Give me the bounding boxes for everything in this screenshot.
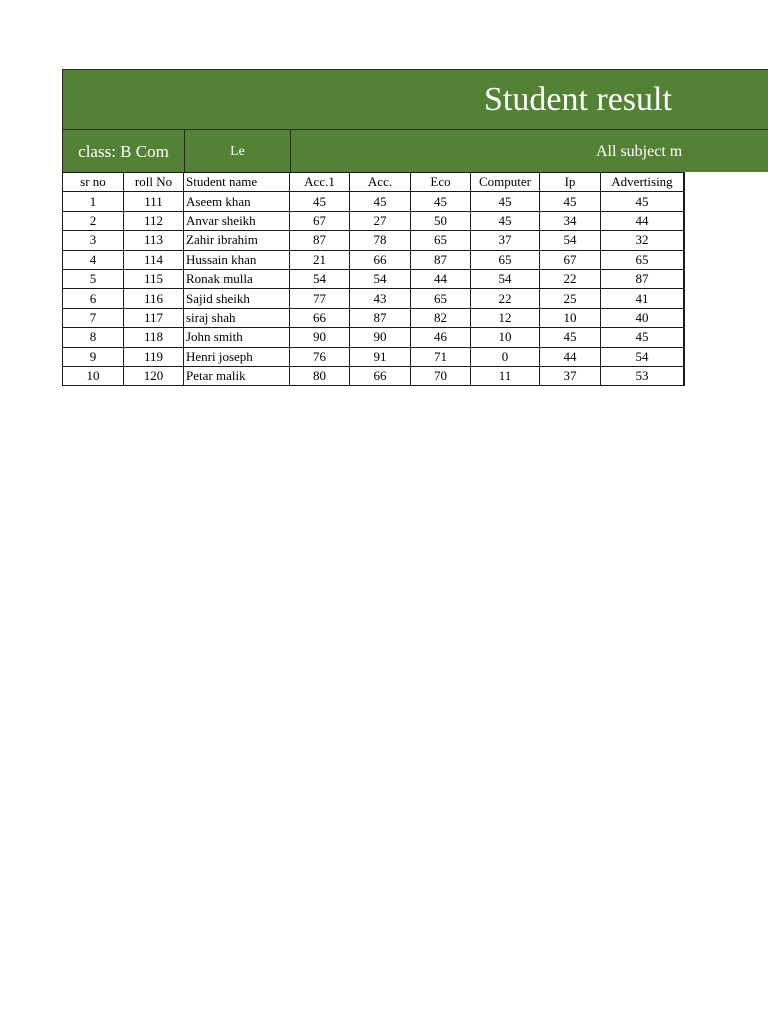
col-header-ip: Ip	[540, 173, 601, 192]
cell-sr-no: 9	[63, 347, 124, 366]
table-row	[63, 289, 685, 308]
class-label: class: B Com	[63, 130, 185, 173]
table-row	[63, 308, 685, 327]
cell-blank	[684, 347, 685, 366]
cell-acc1: 90	[290, 328, 350, 347]
cell-student-name: Henri joseph	[184, 347, 290, 366]
cell-acc: 90	[350, 328, 411, 347]
cell-blank	[684, 289, 685, 308]
cell-roll-no: 112	[124, 211, 184, 230]
cell-acc: 66	[350, 250, 411, 269]
cell-ip: 25	[540, 289, 601, 308]
cell-blank	[684, 211, 685, 230]
table-body	[63, 192, 685, 386]
cell-sr-no: 7	[63, 308, 124, 327]
col-header-computer: Computer	[471, 173, 540, 192]
table-row	[63, 250, 685, 269]
cell-ip: 45	[540, 192, 601, 211]
cell-computer: 65	[471, 250, 540, 269]
col-header-sr-no: sr no	[63, 173, 124, 192]
cell-blank	[684, 366, 685, 385]
cell-acc: 45	[350, 192, 411, 211]
cell-student-name: Hussain khan	[184, 250, 290, 269]
cell-student-name: John smith	[184, 328, 290, 347]
cell-ip: 10	[540, 308, 601, 327]
cell-sr-no: 10	[63, 366, 124, 385]
cell-blank	[684, 192, 685, 211]
result-sheet	[62, 69, 768, 389]
cell-sr-no: 2	[63, 211, 124, 230]
cell-roll-no: 114	[124, 250, 184, 269]
cell-sr-no: 1	[63, 192, 124, 211]
cell-advertising: 53	[601, 366, 684, 385]
cell-ip: 37	[540, 366, 601, 385]
cell-acc: 54	[350, 269, 411, 288]
table-header-row	[63, 173, 685, 192]
cell-acc1: 66	[290, 308, 350, 327]
cell-advertising: 45	[601, 192, 684, 211]
subheader-row	[62, 129, 768, 172]
cell-eco: 50	[411, 211, 471, 230]
cell-ip: 22	[540, 269, 601, 288]
cell-advertising: 32	[601, 231, 684, 250]
cell-computer: 45	[471, 211, 540, 230]
cell-eco: 44	[411, 269, 471, 288]
cell-computer: 45	[471, 192, 540, 211]
cell-student-name: Ronak mulla	[184, 269, 290, 288]
cell-eco: 70	[411, 366, 471, 385]
cell-blank	[684, 231, 685, 250]
cell-acc: 66	[350, 366, 411, 385]
cell-student-name: Sajid sheikh	[184, 289, 290, 308]
col-header-advertising: Advertising	[601, 173, 684, 192]
cell-advertising: 44	[601, 211, 684, 230]
cell-advertising: 41	[601, 289, 684, 308]
table-row	[63, 192, 685, 211]
cell-sr-no: 4	[63, 250, 124, 269]
cell-student-name: siraj shah	[184, 308, 290, 327]
cell-blank	[684, 308, 685, 327]
cell-ip: 54	[540, 231, 601, 250]
cell-roll-no: 119	[124, 347, 184, 366]
cell-advertising: 65	[601, 250, 684, 269]
cell-computer: 10	[471, 328, 540, 347]
col-header-roll-no: roll No	[124, 173, 184, 192]
cell-computer: 12	[471, 308, 540, 327]
cell-advertising: 87	[601, 269, 684, 288]
cell-acc: 78	[350, 231, 411, 250]
table-row	[63, 231, 685, 250]
le-label: Le	[185, 130, 291, 173]
cell-blank	[684, 328, 685, 347]
cell-eco: 65	[411, 231, 471, 250]
cell-computer: 22	[471, 289, 540, 308]
cell-acc: 43	[350, 289, 411, 308]
table-row	[63, 328, 685, 347]
table-row	[63, 269, 685, 288]
cell-eco: 45	[411, 192, 471, 211]
cell-roll-no: 120	[124, 366, 184, 385]
cell-ip: 67	[540, 250, 601, 269]
col-header-eco: Eco	[411, 173, 471, 192]
cell-blank	[684, 269, 685, 288]
cell-acc1: 45	[290, 192, 350, 211]
cell-sr-no: 6	[63, 289, 124, 308]
cell-student-name: Zahir ibrahim	[184, 231, 290, 250]
cell-acc: 87	[350, 308, 411, 327]
cell-acc: 91	[350, 347, 411, 366]
cell-eco: 65	[411, 289, 471, 308]
cell-computer: 11	[471, 366, 540, 385]
cell-blank	[684, 250, 685, 269]
cell-computer: 37	[471, 231, 540, 250]
cell-roll-no: 118	[124, 328, 184, 347]
cell-acc: 27	[350, 211, 411, 230]
cell-advertising: 45	[601, 328, 684, 347]
cell-student-name: Aseem khan	[184, 192, 290, 211]
cell-computer: 54	[471, 269, 540, 288]
title-row	[62, 69, 768, 129]
cell-acc1: 54	[290, 269, 350, 288]
cell-roll-no: 116	[124, 289, 184, 308]
sheet-title: Student result	[484, 81, 672, 118]
col-header-student-name: Student name	[184, 173, 290, 192]
all-subject-label: All subject m	[596, 143, 683, 160]
cell-eco: 46	[411, 328, 471, 347]
table-row	[63, 366, 685, 385]
cell-ip: 45	[540, 328, 601, 347]
cell-eco: 87	[411, 250, 471, 269]
cell-acc1: 87	[290, 231, 350, 250]
cell-ip: 34	[540, 211, 601, 230]
cell-student-name: Petar malik	[184, 366, 290, 385]
cell-acc1: 80	[290, 366, 350, 385]
cell-acc1: 77	[290, 289, 350, 308]
cell-eco: 82	[411, 308, 471, 327]
cell-acc1: 76	[290, 347, 350, 366]
cell-student-name: Anvar sheikh	[184, 211, 290, 230]
col-header-blank	[684, 173, 685, 192]
cell-acc1: 67	[290, 211, 350, 230]
table-row	[63, 347, 685, 366]
col-header-acc: Acc.	[350, 173, 411, 192]
cell-sr-no: 3	[63, 231, 124, 250]
cell-ip: 44	[540, 347, 601, 366]
cell-roll-no: 117	[124, 308, 184, 327]
cell-sr-no: 8	[63, 328, 124, 347]
cell-roll-no: 111	[124, 192, 184, 211]
results-table	[62, 172, 685, 386]
cell-sr-no: 5	[63, 269, 124, 288]
cell-eco: 71	[411, 347, 471, 366]
table-row	[63, 211, 685, 230]
cell-advertising: 40	[601, 308, 684, 327]
cell-computer: 0	[471, 347, 540, 366]
cell-acc1: 21	[290, 250, 350, 269]
col-header-acc1: Acc.1	[290, 173, 350, 192]
cell-roll-no: 113	[124, 231, 184, 250]
cell-advertising: 54	[601, 347, 684, 366]
cell-roll-no: 115	[124, 269, 184, 288]
